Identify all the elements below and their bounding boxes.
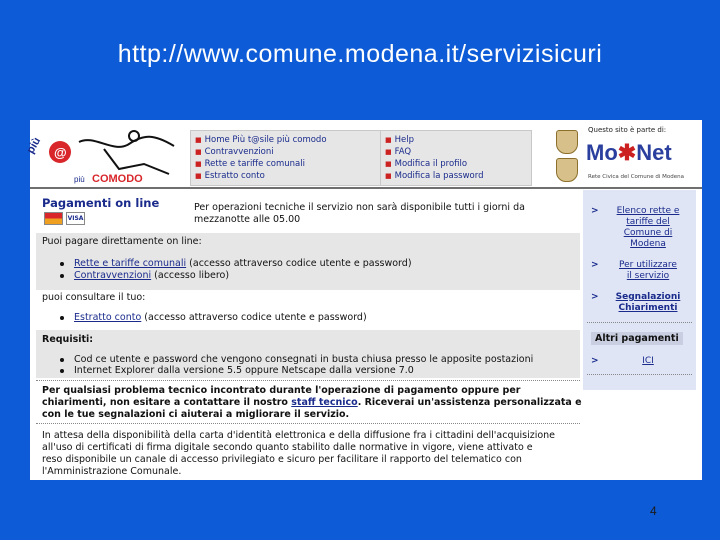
nav-bullet-icon: ■ bbox=[195, 148, 202, 156]
chevron-right-icon: > bbox=[591, 356, 599, 366]
sidebar-link: Elenco rette e tariffe del Comune di Modena bbox=[616, 206, 680, 249]
list-item: Contravvenzioni (accesso libero) bbox=[60, 270, 229, 281]
nav-estratto[interactable]: ■ Estratto conto bbox=[195, 171, 265, 181]
divider bbox=[587, 322, 692, 323]
sidebar-link: Per utilizzare il servizio bbox=[619, 260, 677, 281]
link-staff-tecnico[interactable]: staff tecnico bbox=[291, 397, 358, 408]
page-title: Pagamenti on line bbox=[42, 196, 160, 210]
chevron-right-icon: > bbox=[591, 260, 599, 270]
consult-intro: puoi consultare il tuo: bbox=[42, 292, 146, 303]
star-icon: ✱ bbox=[617, 140, 637, 165]
modenet-wordmark: Mo✱Net bbox=[586, 140, 672, 165]
list-item: Cod ce utente e password che vengono consegnati in busta chiusa presso le apposite postazioni bbox=[60, 354, 533, 365]
svg-text:@: @ bbox=[54, 145, 67, 160]
piu-comodo-logo bbox=[24, 124, 184, 186]
divider bbox=[36, 380, 580, 381]
nav-help[interactable]: ■ Help bbox=[385, 135, 415, 145]
header-divider bbox=[30, 187, 702, 189]
footer-text: all'uso di certificati di firma digitale secondo quanto stabilito dalle normative in vigore, viene attivato e bbox=[42, 442, 533, 453]
nav-password[interactable]: ■ Modifica la password bbox=[385, 171, 484, 181]
visa-icon: VISA bbox=[66, 212, 85, 225]
crest-icon bbox=[556, 158, 578, 182]
footer-text: reso disponibile un canale di accesso privilegiato e sicuro per facilitare il rapporto del telematico con bbox=[42, 454, 522, 465]
list-item: Rette e tariffe comunali (accesso attraverso codice utente e password) bbox=[60, 258, 412, 269]
pay-intro: Puoi pagare direttamente on line: bbox=[42, 236, 202, 247]
list-item: Internet Explorer dalla versione 5.5 oppure Netscape dalla versione 7.0 bbox=[60, 365, 414, 376]
svg-text:più: più bbox=[24, 135, 44, 156]
bullet-icon bbox=[60, 369, 64, 373]
divider bbox=[36, 423, 580, 424]
svg-text:più: più bbox=[74, 175, 85, 184]
nav-bullet-icon: ■ bbox=[385, 148, 392, 156]
sidebar-link: Segnalazioni Chiarimenti bbox=[615, 292, 681, 313]
link-estratto-conto[interactable]: Estratto conto bbox=[74, 312, 142, 323]
requirements-title: Requisiti: bbox=[42, 334, 94, 345]
bullet-icon bbox=[60, 316, 64, 320]
nav-faq[interactable]: ■ FAQ bbox=[385, 147, 412, 157]
sidebar-item-segnalazioni[interactable] bbox=[591, 292, 691, 316]
chevron-right-icon: > bbox=[591, 206, 599, 216]
nav-bullet-icon: ■ bbox=[195, 136, 202, 144]
mastercard-icon bbox=[44, 212, 63, 225]
nav-bullet-icon: ■ bbox=[385, 136, 392, 144]
sidebar-item-ici[interactable] bbox=[591, 356, 691, 368]
bullet-icon bbox=[60, 262, 64, 266]
support-text: chiarimenti, non esitare a contattare il nostro staff tecnico. Riceverai un'assistenza personalizzata e bbox=[42, 397, 582, 408]
svg-text:COMODO: COMODO bbox=[92, 173, 143, 185]
sidebar-link: ICI bbox=[642, 356, 654, 366]
partner-label: Questo sito è parte di: bbox=[588, 126, 667, 134]
right-sidebar bbox=[583, 190, 696, 390]
nav-bullet-icon: ■ bbox=[195, 160, 202, 168]
sidebar-item-utilizzare[interactable] bbox=[591, 260, 691, 284]
divider bbox=[587, 374, 692, 375]
slide-title: http://www.comune.modena.it/servizisicuri bbox=[117, 40, 603, 68]
nav-bullet-icon: ■ bbox=[195, 172, 202, 180]
altri-pagamenti-title: Altri pagamenti bbox=[591, 332, 683, 345]
crest-icon bbox=[556, 130, 578, 154]
list-item: Estratto conto (accesso attraverso codice utente e password) bbox=[60, 312, 367, 323]
support-text: con le tue segnalazioni ci aiuterai a migliorare il servizio. bbox=[42, 409, 350, 420]
nav-contravvenzioni[interactable]: ■ Contravvenzioni bbox=[195, 147, 274, 157]
partner-sub: Rete Civica del Comune di Modena bbox=[588, 174, 684, 180]
nav-bullet-icon: ■ bbox=[385, 160, 392, 168]
page-number: 4 bbox=[650, 504, 657, 518]
nav-profilo[interactable]: ■ Modifica il profilo bbox=[385, 159, 468, 169]
website-screenshot bbox=[24, 120, 702, 480]
bullet-icon bbox=[60, 274, 64, 278]
maintenance-notice: Per operazioni tecniche il servizio non sarà disponibile tutti i giorni da mezzanotte alle 05.00 bbox=[194, 202, 525, 225]
footer-text: l'Amministrazione Comunale. bbox=[42, 466, 182, 477]
link-rette[interactable]: Rette e tariffe comunali bbox=[74, 258, 187, 269]
nav-box-main bbox=[190, 130, 402, 186]
chevron-right-icon: > bbox=[591, 292, 599, 302]
sidebar-item-elenco[interactable] bbox=[591, 206, 691, 254]
footer-text: In attesa della disponibilità della carta d'identità elettronica e della diffusione fra i cittadini dell'acquisizione bbox=[42, 430, 556, 441]
bullet-icon bbox=[60, 358, 64, 362]
nav-bullet-icon: ■ bbox=[385, 172, 392, 180]
nav-rette[interactable]: ■ Rette e tariffe comunali bbox=[195, 159, 305, 169]
nav-box-help bbox=[380, 130, 532, 186]
modenet-logo[interactable] bbox=[552, 126, 698, 184]
support-text: Per qualsiasi problema tecnico incontrato durante l'operazione di pagamento oppure per bbox=[42, 385, 521, 396]
nav-home[interactable]: ■ Home Più t@sile più comodo bbox=[195, 135, 327, 145]
link-contravvenzioni[interactable]: Contravvenzioni bbox=[74, 270, 152, 281]
site-header bbox=[24, 120, 702, 190]
